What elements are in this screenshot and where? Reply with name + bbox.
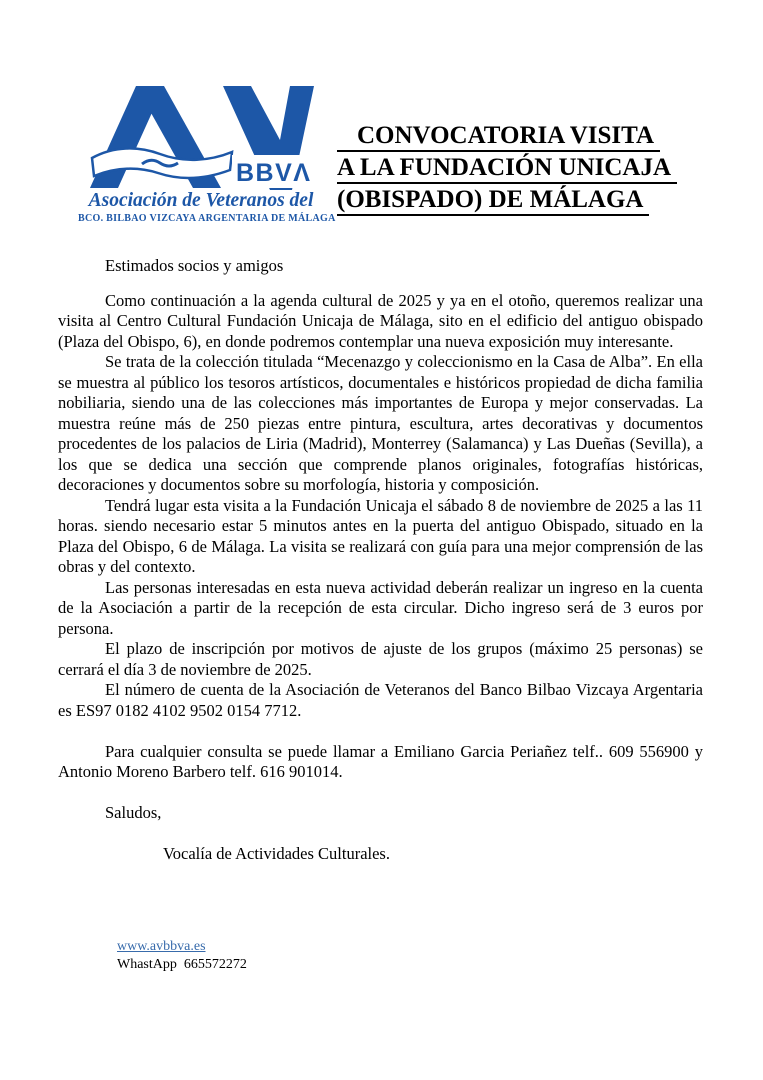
footer xyxy=(117,938,247,974)
paragraph-fecha-visita: Tendrá lugar esta visita a la Fundación Unicaja el sábado 8 de noviembre de 2025 a las 11 horas. siendo necesario estar 5 minutos antes en la puerta del antiguo Obispado, situado en la Plaza del Obispo, 6 de Málaga. La visita se realizará con guía para una mejor comprensión de las obras y del contexto. xyxy=(58,495,703,576)
title-line-1: CONVOCATORIA VISITA xyxy=(337,121,660,152)
association-logo xyxy=(78,84,336,225)
av-bbva-monogram-icon xyxy=(86,84,316,192)
org-subtitle: BCO. BILBAO VIZCAYA ARGENTARIA DE MÁLAGA xyxy=(78,213,336,224)
org-name: Asociación de Veteranos del xyxy=(88,190,314,211)
closing: Saludos, xyxy=(105,803,162,822)
title-line-2: A LA FUNDACIÓN UNICAJA xyxy=(337,153,677,184)
document-title xyxy=(337,121,749,217)
salutation: Estimados socios y amigos xyxy=(105,256,284,275)
title-line-3: (OBISPADO) DE MÁLAGA xyxy=(337,185,649,216)
letter-body xyxy=(58,256,703,865)
signature: Vocalía de Actividades Culturales. xyxy=(163,844,390,863)
paragraph-coleccion: Se trata de la colección titulada “Mecenazgo y coleccionismo en la Casa de Alba”. En ella se muestra al público los tesoros artísticos, documentales e históricos propiedad de dicha familia nobiliaria, siendo una de las colecciones más importantes de Europa y mejor conservadas. La muestra reúne más de 250 piezas entre pintura, escultura, artes decorativas y documentos procedentes de los palacios de Liria (Madrid), Monterrey (Salamanca) y Las Dueñas (Sevilla), a los que se dedica una sección que comprende planos originales, fotografías históricas, decoraciones y documentos sobre su morfología, historia y composición. xyxy=(58,352,703,494)
paragraph-plazo: El plazo de inscripción por motivos de ajuste de los grupos (máximo 25 personas) se cerrará el día 3 de noviembre de 2025. xyxy=(58,639,703,679)
website-link[interactable]: www.avbbva.es xyxy=(117,939,206,954)
paragraph-agenda: Como continuación a la agenda cultural de 2025 y ya en el otoño, queremos realizar una visita al Centro Cultural Fundación Unicaja de Málaga, sito en el edificio del antiguo obispado (Plaza del Obispo, 6), en donde podremos contemplar una nueva exposición muy interesante. xyxy=(58,290,703,351)
paragraph-cuenta: El número de cuenta de la Asociación de Veteranos del Banco Bilbao Vizcaya Argentaria es ES97 0182 4102 9502 0154 7712. xyxy=(58,680,703,720)
whatsapp-contact: WhastApp 665572272 xyxy=(117,957,247,972)
paragraph-contacto: Para cualquier consulta se puede llamar a Emiliano Garcia Periañez telf.. 609 556900 y Antonio Moreno Barbero telf. 616 901014. xyxy=(58,741,703,781)
bbva-wordmark: BBVΛ xyxy=(236,159,312,187)
paragraph-ingreso: Las personas interesadas en esta nueva actividad deberán realizar un ingreso en la cuenta de la Asociación a partir de la recepción de esta circular. Dicho ingreso será de 3 euros por persona. xyxy=(58,577,703,638)
